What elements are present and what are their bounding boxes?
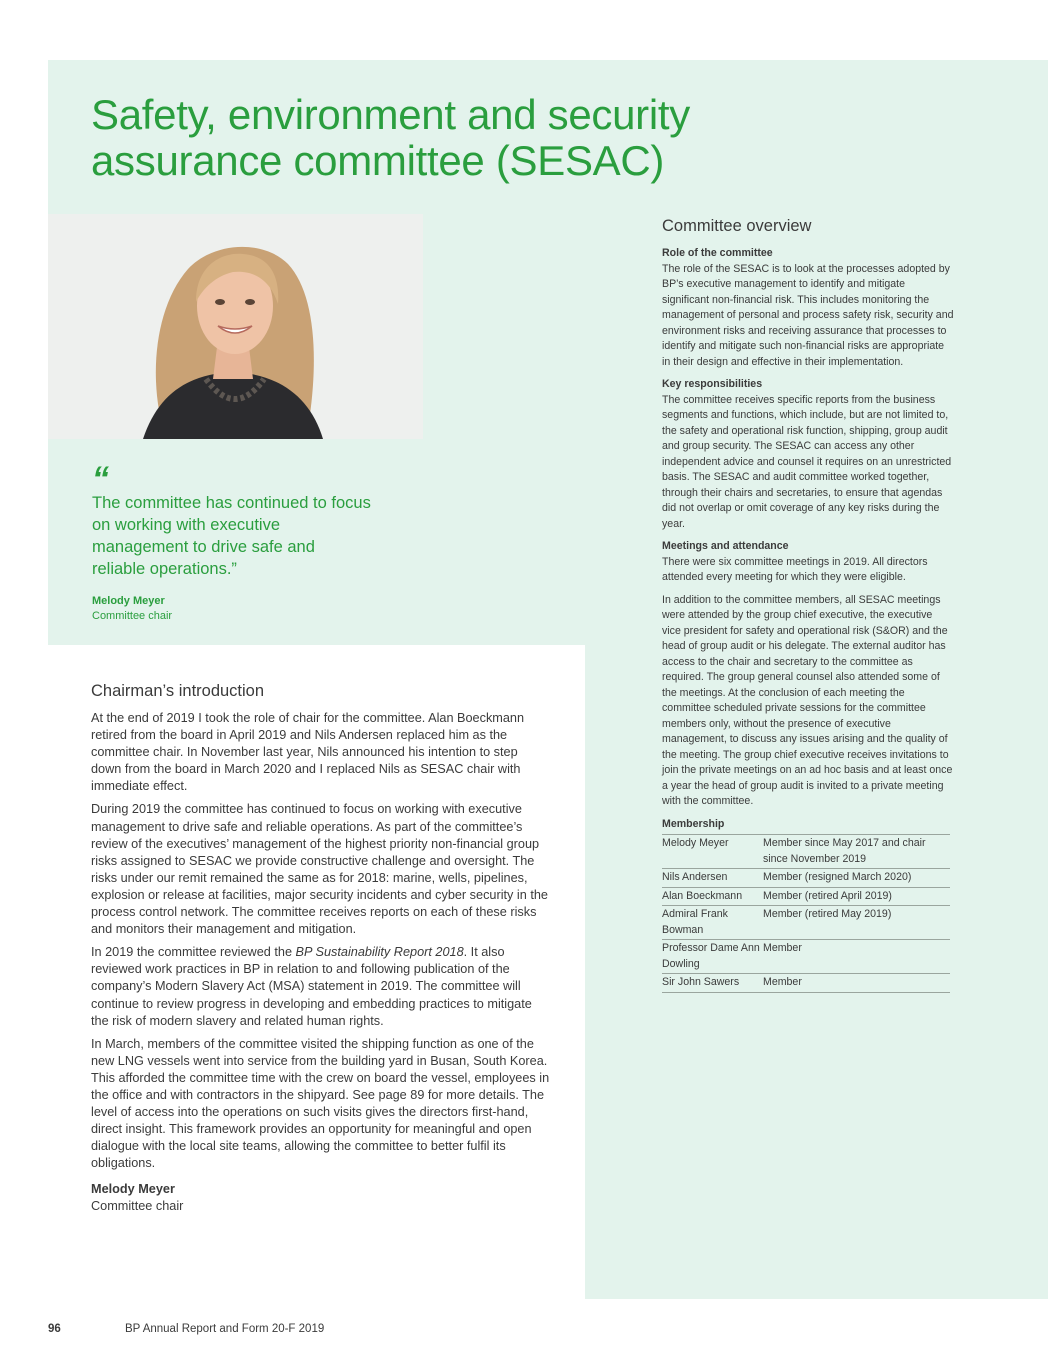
responsibilities-text: The committee receives specific reports from the business segments and functions, which include, but are not limited to, the safety and operational risk function, shipping, group audit and group security. The SESAC can access any other independent advice and counsel it requires on an unrestricted basis. The SESAC and audit committee worked together, through their chairs and secretaries, to ensure that agendas did not overlap or omit coverage of any key risks during the year. xyxy=(662,393,952,530)
quote-author: Melody Meyer xyxy=(92,595,165,607)
intro-paragraph: At the end of 2019 I took the role of chair for the committee. Alan Boeckmann retired from the board in April 2019 and Nils Andersen replaced him as the committee chair. In November last year, Nils announced his intention to step down from the board in March 2020 and I replaced Nils as SESAC chair with immediate effect. xyxy=(91,711,525,794)
role-heading: Role of the committee xyxy=(662,247,773,259)
quote-mark-icon: “ xyxy=(92,460,109,498)
portrait-illustration xyxy=(48,214,423,439)
intro-text: In 2019 the committee reviewed the xyxy=(91,945,296,960)
table-row xyxy=(662,906,950,940)
member-status: Member (retired April 2019) xyxy=(763,887,950,906)
role-text: The role of the SESAC is to look at the processes adopted by BP’s executive management to identify and mitigate significant non-financial risk. This includes monitoring the management of personal and process safety risk, security and environment risks and receiving assurance that processes to identify and mitigate such non-financial risks are appropriate in their design and effective in their implementation. xyxy=(662,262,954,368)
member-name: Professor Dame Ann Dowling xyxy=(662,940,763,974)
meetings-text: There were six committee meetings in 2019. All directors attended every meeting for which they were eligible. xyxy=(662,555,928,583)
table-row xyxy=(662,940,950,974)
member-status: Member xyxy=(763,974,950,993)
table-row xyxy=(662,835,950,869)
chair-portrait-photo xyxy=(48,214,423,439)
chairmans-introduction xyxy=(91,682,551,1215)
report-title-reference: BP Sustainability Report 2018 xyxy=(295,945,464,960)
footer-report-title: BP Annual Report and Form 20-F 2019 xyxy=(125,1323,325,1335)
intro-paragraph: During 2019 the committee has continued to focus on working with executive management to drive safe and reliable operations. As part of the committee’s review of the executives’ management of the highest priority non-financial group risks assigned to SESAC we provide constructive challenge and oversight. The risks under our remit remained the same as for 2018: marine, wells, pipelines, explosion or release at facilities, major security incidents and cyber security in the process control network. The committee receives reports on each of these risks and monitors their management and mitigation. xyxy=(91,802,548,937)
intro-heading: Chairman’s introduction xyxy=(91,682,265,700)
pull-quote: The committee has continued to focus on working with executive management to drive safe and reliable operations.” xyxy=(92,494,371,578)
signature-name: Melody Meyer xyxy=(91,1182,175,1197)
member-name: Nils Andersen xyxy=(662,869,763,888)
member-status: Member since May 2017 and chair since November 2019 xyxy=(763,835,950,869)
committee-overview xyxy=(662,217,954,993)
page-number: 96 xyxy=(48,1323,61,1335)
membership-heading: Membership xyxy=(662,817,725,830)
member-status: Member (resigned March 2020) xyxy=(763,869,950,888)
meetings-text: In addition to the committee members, all SESAC meetings were attended by the group chief executive, the executive vice president for safety and operational risk (S&OR) and the head of group audit or his delegate. The external auditor has access to the chair and secretary to the committee as required. The group general counsel also attended some of the meetings. At the conclusion of each meeting the committee scheduled private sessions for the committee members only, without the presence of executive management, to discuss any issues arising and the quality of the meeting. The group chief executive receives invitations to join the private meetings on an ad hoc basis and at least once a year the head of group audit is invited to a private meeting with the committee. xyxy=(662,593,953,807)
table-row xyxy=(662,974,950,993)
page-title: Safety, environment and security assurance committee (SESAC) xyxy=(91,91,690,184)
member-name: Admiral Frank Bowman xyxy=(662,906,763,940)
member-status: Member (retired May 2019) xyxy=(763,906,950,940)
table-row xyxy=(662,887,950,906)
intro-text: . It also reviewed work practices in BP in relation to and following publication of the company’s Modern Slavery Act (MSA) statement in 2019. The committee will continue to review progress in developing and embedding practices to mitigate the risk of modern slavery and related human rights. xyxy=(91,945,532,1028)
quote-author-role: Committee chair xyxy=(92,610,173,622)
member-name: Sir John Sawers xyxy=(662,974,763,993)
intro-paragraph xyxy=(91,944,551,1029)
membership-table xyxy=(662,834,950,993)
intro-paragraph: In March, members of the committee visited the shipping function as one of the new LNG vessels went into service from the building yard in Busan, South Korea. This afforded the committee time with the crew on board the vessel, employees in the office and with contractors in the shipyard. See page 89 for more details. The level of access into the operations on such visits gives the directors first-hand, direct insight. This framework provides an opportunity for meaningful and open dialogue with the local site teams, allowing the committee to better fulfil its obligations. xyxy=(91,1036,550,1171)
member-name: Melody Meyer xyxy=(662,835,763,869)
member-status: Member xyxy=(763,940,950,974)
member-name: Alan Boeckmann xyxy=(662,887,763,906)
overview-heading: Committee overview xyxy=(662,217,812,235)
meetings-heading: Meetings and attendance xyxy=(662,540,789,552)
responsibilities-heading: Key responsibilities xyxy=(662,378,763,390)
table-row xyxy=(662,869,950,888)
signature-role: Committee chair xyxy=(91,1199,184,1214)
